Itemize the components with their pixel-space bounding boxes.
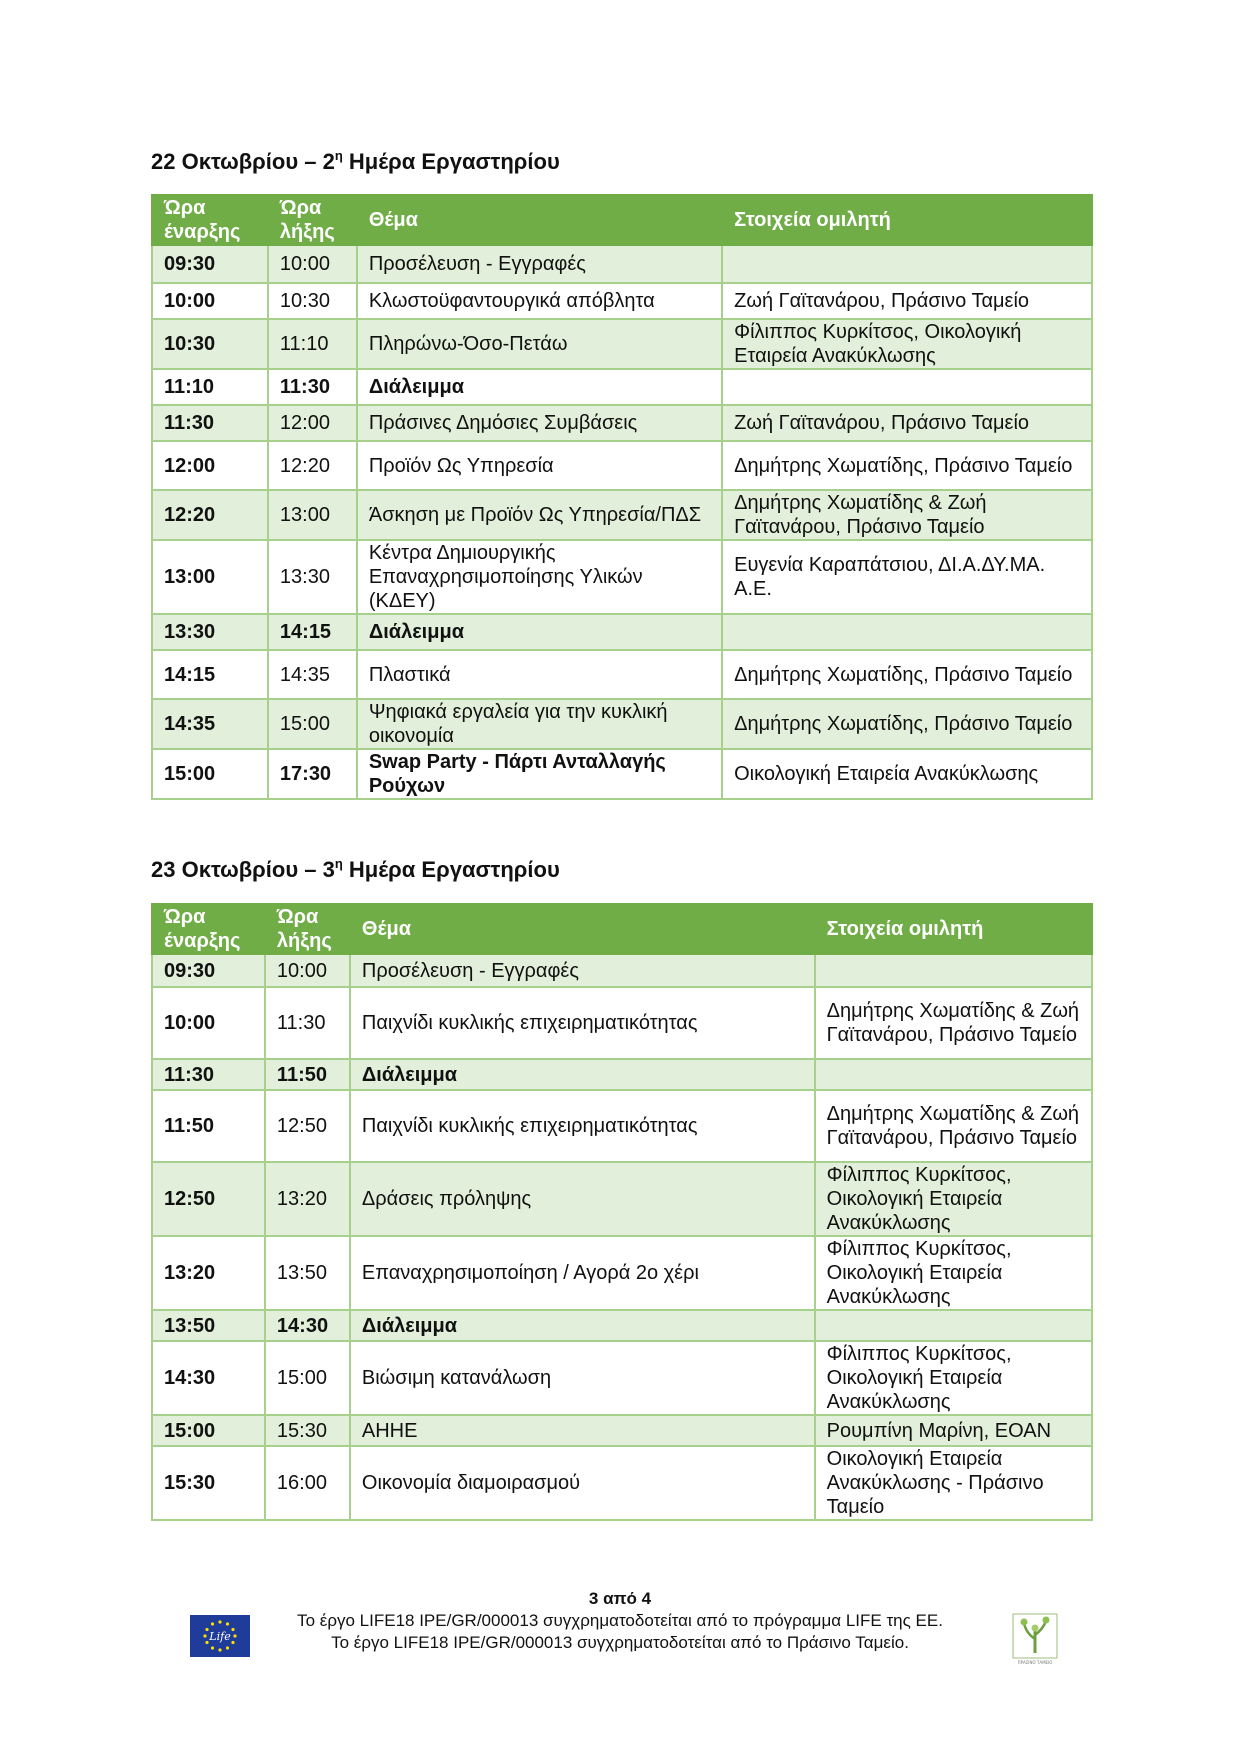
table-header-row (152, 904, 1092, 954)
speaker-cell: Δημήτρης Χωματίδης & Ζωή Γαϊτανάρου, Πράσινο Ταμείο (815, 1090, 1092, 1162)
end-time-cell: 12:50 (265, 1090, 350, 1162)
end-time-cell: 14:30 (265, 1310, 350, 1341)
speaker-cell: Ρουμπίνη Μαρίνη, ΕΟΑΝ (815, 1415, 1092, 1446)
table-row (152, 699, 1092, 749)
start-time-cell: 11:30 (152, 1059, 265, 1090)
topic-cell: Διάλειμμα (350, 1059, 815, 1090)
topic-cell: Κέντρα Δημιουργικής Επαναχρησιμοποίησης Υλικών (ΚΔΕΥ) (357, 540, 722, 614)
speaker-cell: Ζωή Γαϊτανάρου, Πράσινο Ταμείο (722, 283, 1092, 319)
table-row (152, 490, 1092, 540)
topic-cell: Παιχνίδι κυκλικής επιχειρηματικότητας (350, 1090, 815, 1162)
day2-title: 22 Οκτωβρίου – $2^\eta$ Ημέρα Εργαστηρίου (151, 148, 560, 174)
end-time-cell: 10:00 (265, 954, 350, 987)
speaker-cell (815, 954, 1092, 987)
start-time-cell: 12:00 (152, 441, 268, 490)
topic-cell: Πράσινες Δημόσιες Συμβάσεις (357, 405, 722, 441)
header-end-time: Ώρα λήξης (265, 904, 350, 954)
end-time-cell: 15:00 (265, 1341, 350, 1415)
end-time-cell: 14:35 (268, 650, 357, 699)
table-row (152, 1446, 1092, 1520)
start-time-cell: 14:35 (152, 699, 268, 749)
topic-cell: Βιώσιμη κατανάλωση (350, 1341, 815, 1415)
start-time-cell: 13:00 (152, 540, 268, 614)
speaker-cell: Φίλιππος Κυρκίτσος, Οικολογική Εταιρεία Ανακύκλωσης (722, 319, 1092, 369)
topic-cell: ΑΗΗΕ (350, 1415, 815, 1446)
topic-cell: Προϊόν Ως Υπηρεσία (357, 441, 722, 490)
topic-cell: Οικονομία διαμοιρασμού (350, 1446, 815, 1520)
table-row (152, 1415, 1092, 1446)
topic-cell: Προσέλευση - Εγγραφές (350, 954, 815, 987)
footer-funding-line-2: Το έργο LIFE18 IPE/GR/000013 συγχρηματοδοτείται από το Πράσινο Ταμείο. (331, 1633, 909, 1652)
svg-text:Life: Life (209, 1630, 231, 1643)
table-row (152, 319, 1092, 369)
start-time-cell: 15:00 (152, 749, 268, 799)
day3-schedule-table (151, 903, 1093, 1521)
speaker-cell (722, 369, 1092, 405)
header-topic: Θέμα (357, 195, 722, 245)
end-time-cell: 13:00 (268, 490, 357, 540)
table-row (152, 283, 1092, 319)
table-row (152, 540, 1092, 614)
table-row (152, 749, 1092, 799)
footer-funding-line-1: Το έργο LIFE18 IPE/GR/000013 συγχρηματοδοτείται από το πρόγραμμα LIFE της ΕΕ. (297, 1611, 943, 1630)
header-speaker: Στοιχεία ομιλητή (722, 195, 1092, 245)
start-time-cell: 15:30 (152, 1446, 265, 1520)
table-row (152, 1059, 1092, 1090)
speaker-cell (815, 1310, 1092, 1341)
start-time-cell: 12:50 (152, 1162, 265, 1236)
speaker-cell (722, 245, 1092, 283)
start-time-cell: 11:10 (152, 369, 268, 405)
svg-text:ΠΡΑΣΙΝΟ ΤΑΜΕΙΟ: ΠΡΑΣΙΝΟ ΤΑΜΕΙΟ (1017, 1660, 1053, 1665)
start-time-cell: 13:20 (152, 1236, 265, 1310)
table-header-row (152, 195, 1092, 245)
end-time-cell: 12:20 (268, 441, 357, 490)
table-row (152, 1090, 1092, 1162)
speaker-cell (815, 1059, 1092, 1090)
speaker-cell (722, 614, 1092, 650)
speaker-cell: Δημήτρης Χωματίδης, Πράσινο Ταμείο (722, 650, 1092, 699)
topic-cell: Διάλειμμα (350, 1310, 815, 1341)
table-row (152, 1341, 1092, 1415)
start-time-cell: 09:30 (152, 245, 268, 283)
speaker-cell: Φίλιππος Κυρκίτσος, Οικολογική Εταιρεία Ανακύκλωσης (815, 1162, 1092, 1236)
end-time-cell: 10:30 (268, 283, 357, 319)
topic-cell: Παιχνίδι κυκλικής επιχειρηματικότητας (350, 987, 815, 1059)
speaker-cell: Δημήτρης Χωματίδης, Πράσινο Ταμείο (722, 441, 1092, 490)
speaker-cell: Φίλιππος Κυρκίτσος, Οικολογική Εταιρεία Ανακύκλωσης (815, 1236, 1092, 1310)
table-row (152, 614, 1092, 650)
end-time-cell: 13:50 (265, 1236, 350, 1310)
topic-cell: Άσκηση με Προϊόν Ως Υπηρεσία/ΠΔΣ (357, 490, 722, 540)
topic-cell: Διάλειμμα (357, 369, 722, 405)
end-time-cell: 13:20 (265, 1162, 350, 1236)
header-start-time: Ώρα έναρξης (152, 195, 268, 245)
table-row (152, 1236, 1092, 1310)
topic-cell: Swap Party - Πάρτι Ανταλλαγής Ρούχων (357, 749, 722, 799)
start-time-cell: 14:15 (152, 650, 268, 699)
topic-cell: Επαναχρησιμοποίηση / Αγορά 2ο χέρι (350, 1236, 815, 1310)
day3-title: 23 Οκτωβρίου – $3^\eta$ Ημέρα Εργαστηρίου (151, 856, 560, 882)
speaker-cell: Δημήτρης Χωματίδης, Πράσινο Ταμείο (722, 699, 1092, 749)
green-fund-logo (1012, 1613, 1058, 1665)
table-row (152, 369, 1092, 405)
table-row (152, 405, 1092, 441)
speaker-cell: Φίλιππος Κυρκίτσος, Οικολογική Εταιρεία Ανακύκλωσης (815, 1341, 1092, 1415)
start-time-cell: 11:30 (152, 405, 268, 441)
end-time-cell: 14:15 (268, 614, 357, 650)
start-time-cell: 13:30 (152, 614, 268, 650)
table-row (152, 650, 1092, 699)
table-row (152, 987, 1092, 1059)
speaker-cell: Ζωή Γαϊτανάρου, Πράσινο Ταμείο (722, 405, 1092, 441)
topic-cell: Πλαστικά (357, 650, 722, 699)
end-time-cell: 11:10 (268, 319, 357, 369)
end-time-cell: 13:30 (268, 540, 357, 614)
topic-cell: Ψηφιακά εργαλεία για την κυκλική οικονομία (357, 699, 722, 749)
start-time-cell: 13:50 (152, 1310, 265, 1341)
start-time-cell: 10:00 (152, 987, 265, 1059)
topic-cell: Προσέλευση - Εγγραφές (357, 245, 722, 283)
table-row (152, 245, 1092, 283)
speaker-cell: Οικολογική Εταιρεία Ανακύκλωσης (722, 749, 1092, 799)
end-time-cell: 10:00 (268, 245, 357, 283)
start-time-cell: 10:30 (152, 319, 268, 369)
header-end-time: Ώρα λήξης (268, 195, 357, 245)
topic-cell: Διάλειμμα (357, 614, 722, 650)
speaker-cell: Δημήτρης Χωματίδης & Ζωή Γαϊτανάρου, Πράσινο Ταμείο (815, 987, 1092, 1059)
start-time-cell: 12:20 (152, 490, 268, 540)
start-time-cell: 11:50 (152, 1090, 265, 1162)
header-topic: Θέμα (350, 904, 815, 954)
end-time-cell: 12:00 (268, 405, 357, 441)
topic-cell: Πληρώνω-Όσο-Πετάω (357, 319, 722, 369)
speaker-cell: Δημήτρης Χωματίδης & Ζωή Γαϊτανάρου, Πράσινο Ταμείο (722, 490, 1092, 540)
day2-schedule-table (151, 194, 1093, 800)
table-row (152, 954, 1092, 987)
header-start-time: Ώρα έναρξης (152, 904, 265, 954)
end-time-cell: 15:00 (268, 699, 357, 749)
end-time-cell: 15:30 (265, 1415, 350, 1446)
eu-life-logo (190, 1615, 250, 1657)
page-number: 3 από 4 (588, 1589, 652, 1608)
start-time-cell: 14:30 (152, 1341, 265, 1415)
end-time-cell: 11:30 (265, 987, 350, 1059)
start-time-cell: 15:00 (152, 1415, 265, 1446)
end-time-cell: 16:00 (265, 1446, 350, 1520)
end-time-cell: 17:30 (268, 749, 357, 799)
start-time-cell: 10:00 (152, 283, 268, 319)
end-time-cell: 11:50 (265, 1059, 350, 1090)
header-speaker: Στοιχεία ομιλητή (815, 904, 1092, 954)
topic-cell: Δράσεις πρόληψης (350, 1162, 815, 1236)
table-row (152, 1162, 1092, 1236)
speaker-cell: Οικολογική Εταιρεία Ανακύκλωσης - Πράσινο Ταμείο (815, 1446, 1092, 1520)
table-row (152, 1310, 1092, 1341)
topic-cell: Κλωστοϋφαντουργικά απόβλητα (357, 283, 722, 319)
end-time-cell: 11:30 (268, 369, 357, 405)
start-time-cell: 09:30 (152, 954, 265, 987)
speaker-cell: Ευγενία Καραπάτσιου, ΔΙ.Α.ΔΥ.ΜΑ. Α.Ε. (722, 540, 1092, 614)
table-row (152, 441, 1092, 490)
